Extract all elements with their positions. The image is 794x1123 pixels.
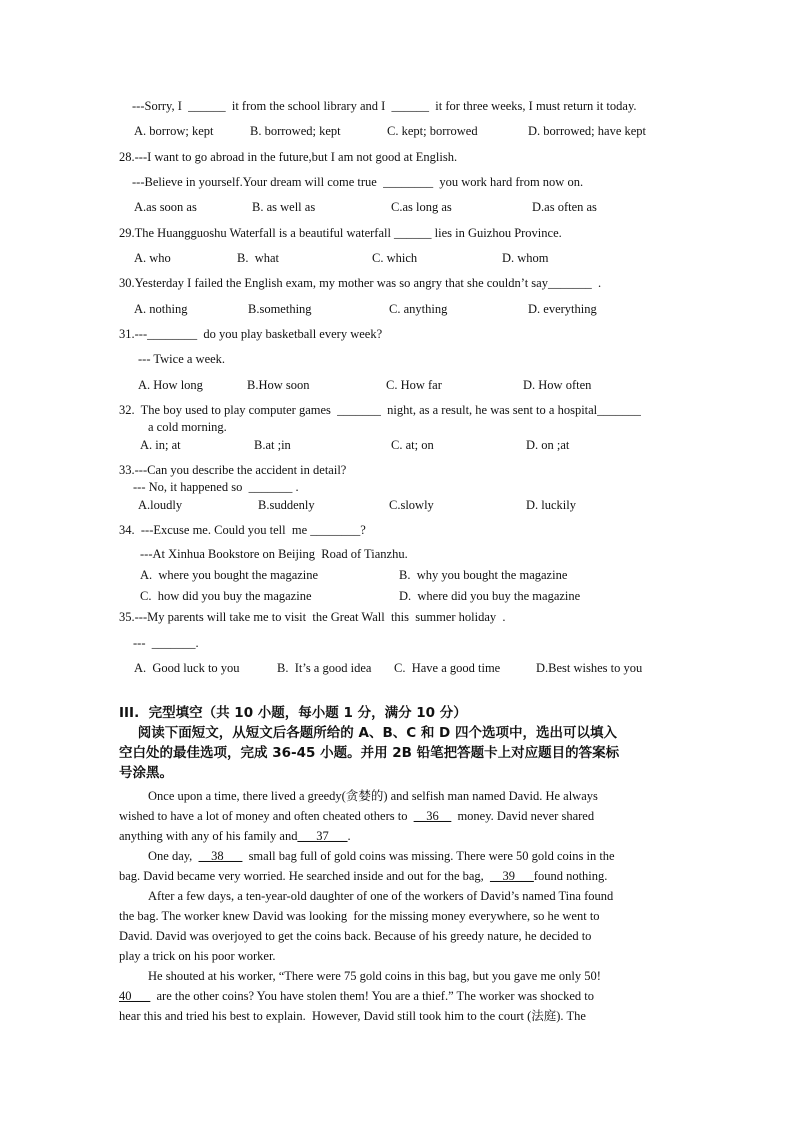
passage-line: 40___ are the other coins? You have stolen them! You are a thief.” The worker was shocked to	[119, 989, 594, 1003]
q32-option-d: D. on ;at	[526, 438, 570, 452]
q34-option-c: C. how did you buy the magazine	[140, 589, 312, 603]
q29-option-b: B. what	[237, 251, 280, 265]
q32-option-c: C. at; on	[391, 438, 434, 452]
passage-line: hear this and tried his best to explain. However, David still took him to the court (法庭). The	[119, 1009, 586, 1023]
q32-stem: 32. The boy used to play computer games _______ night, as a result, he was sent to a hospital_______	[119, 403, 641, 417]
passage-line: After a few days, a ten-year-old daughter of one of the workers of David’s named Tina found	[148, 889, 614, 903]
blank-36: __36__	[413, 809, 452, 823]
q34-reply: ---At Xinhua Bookstore on Beijing Road of Tianzhu.	[140, 547, 408, 561]
blank-38: __38___	[198, 849, 243, 863]
q30-option-d: D. everything	[528, 302, 597, 316]
passage-line: David. David was overjoyed to get the coins back. Because of his greedy nature, he decided to	[119, 929, 592, 943]
section-3-title: III. 完型填空（共 10 小题，每小题 1 分，满分 10 分）	[119, 705, 467, 721]
q31-stem: 31.---________ do you play basketball every week?	[119, 327, 383, 341]
q34-option-d: D. where did you buy the magazine	[399, 589, 581, 603]
passage-line: play a trick on his poor worker.	[119, 949, 276, 963]
passage-line: bag. David became very worried. He searched inside and out for the bag, __39___found nothing.	[119, 869, 608, 883]
q35-reply: --- _______.	[133, 636, 199, 650]
q33-stem: 33.---Can you describe the accident in detail?	[119, 463, 347, 477]
q28-option-c: C.as long as	[391, 200, 452, 214]
q31-option-d: D. How often	[523, 378, 592, 392]
q33-option-b: B.suddenly	[258, 498, 315, 512]
q35-option-d: D.Best wishes to you	[536, 661, 643, 675]
q33-reply: --- No, it happened so _______ .	[133, 480, 299, 494]
q28-reply: ---Believe in yourself.Your dream will come true ________ you work hard from now on.	[132, 175, 584, 189]
passage-line: anything with any of his family and___37___.	[119, 829, 351, 843]
q28-option-d: D.as often as	[532, 200, 597, 214]
passage-line: wished to have a lot of money and often cheated others to __36__ money. David never shared	[119, 809, 595, 823]
q33-option-c: C.slowly	[389, 498, 434, 512]
cloze-passage	[119, 786, 675, 1026]
q30-option-a: A. nothing	[134, 302, 188, 316]
q31-option-c: C. How far	[386, 378, 442, 392]
q35-stem: 35.---My parents will take me to visit the Great Wall this summer holiday .	[119, 610, 506, 624]
q30-option-b: B.something	[248, 302, 312, 316]
passage-line: He shouted at his worker, “There were 75 gold coins in this bag, but you gave me only 50!	[148, 969, 601, 983]
q27-option-a: A. borrow; kept	[134, 124, 214, 138]
q32-option-b: B.at ;in	[254, 438, 291, 452]
q34-option-b: B. why you bought the magazine	[399, 568, 568, 582]
q31-option-a: A. How long	[138, 378, 203, 392]
section-3-instructions-line-1: 阅读下面短文，从短文后各题所给的 A、B、C 和 D 四个选项中，选出可以填入	[119, 725, 617, 741]
passage-line: Once upon a time, there lived a greedy(贪婪的) and selfish man named David. He always	[148, 789, 598, 803]
blank-37: ___37___	[297, 829, 348, 843]
q32-stem-cont: a cold morning.	[148, 420, 227, 434]
q35-option-b: B. It’s a good idea	[277, 661, 372, 675]
q28-stem: 28.---I want to go abroad in the future,but I am not good at English.	[119, 150, 458, 164]
q28-option-b: B. as well as	[252, 200, 316, 214]
q27-option-b: B. borrowed; kept	[250, 124, 341, 138]
q29-option-a: A. who	[134, 251, 171, 265]
q28-option-a: A.as soon as	[134, 200, 197, 214]
q33-option-d: D. luckily	[526, 498, 576, 512]
q32-option-a: A. in; at	[140, 438, 181, 452]
section-3-instructions-line-2: 空白处的最佳选项，完成 36-45 小题。并用 2B 铅笔把答题卡上对应题目的答案标	[119, 745, 620, 761]
q34-stem: 34. ---Excuse me. Could you tell me ________?	[119, 523, 366, 537]
section-3-instructions-line-3: 号涂黑。	[119, 765, 173, 781]
q33-option-a: A.loudly	[138, 498, 183, 512]
blank-40: 40___	[119, 989, 151, 1003]
q29-option-c: C. which	[372, 251, 418, 265]
q34-option-a: A. where you bought the magazine	[140, 568, 319, 582]
q35-option-a: A. Good luck to you	[134, 661, 240, 675]
q30-stem: 30.Yesterday I failed the English exam, my mother was so angry that she couldn’t say_______ .	[119, 276, 602, 290]
q31-option-b: B.How soon	[247, 378, 310, 392]
passage-line: the bag. The worker knew David was looking for the missing money everywhere, so he went to	[119, 909, 600, 923]
blank-39: __39___	[490, 869, 534, 883]
q29-option-d: D. whom	[502, 251, 549, 265]
q29-stem: 29.The Huangguoshu Waterfall is a beautiful waterfall ______ lies in Guizhou Province.	[119, 226, 562, 240]
q30-option-c: C. anything	[389, 302, 448, 316]
q35-option-c: C. Have a good time	[394, 661, 501, 675]
passage-line: One day, __38___ small bag full of gold coins was missing. There were 50 gold coins in the	[148, 849, 615, 863]
q27-option-c: C. kept; borrowed	[387, 124, 478, 138]
q31-reply: --- Twice a week.	[138, 352, 226, 366]
q27-stem: ---Sorry, I ______ it from the school library and I ______ it for three weeks, I must return it today.	[132, 99, 637, 113]
q27-option-d: D. borrowed; have kept	[528, 124, 647, 138]
